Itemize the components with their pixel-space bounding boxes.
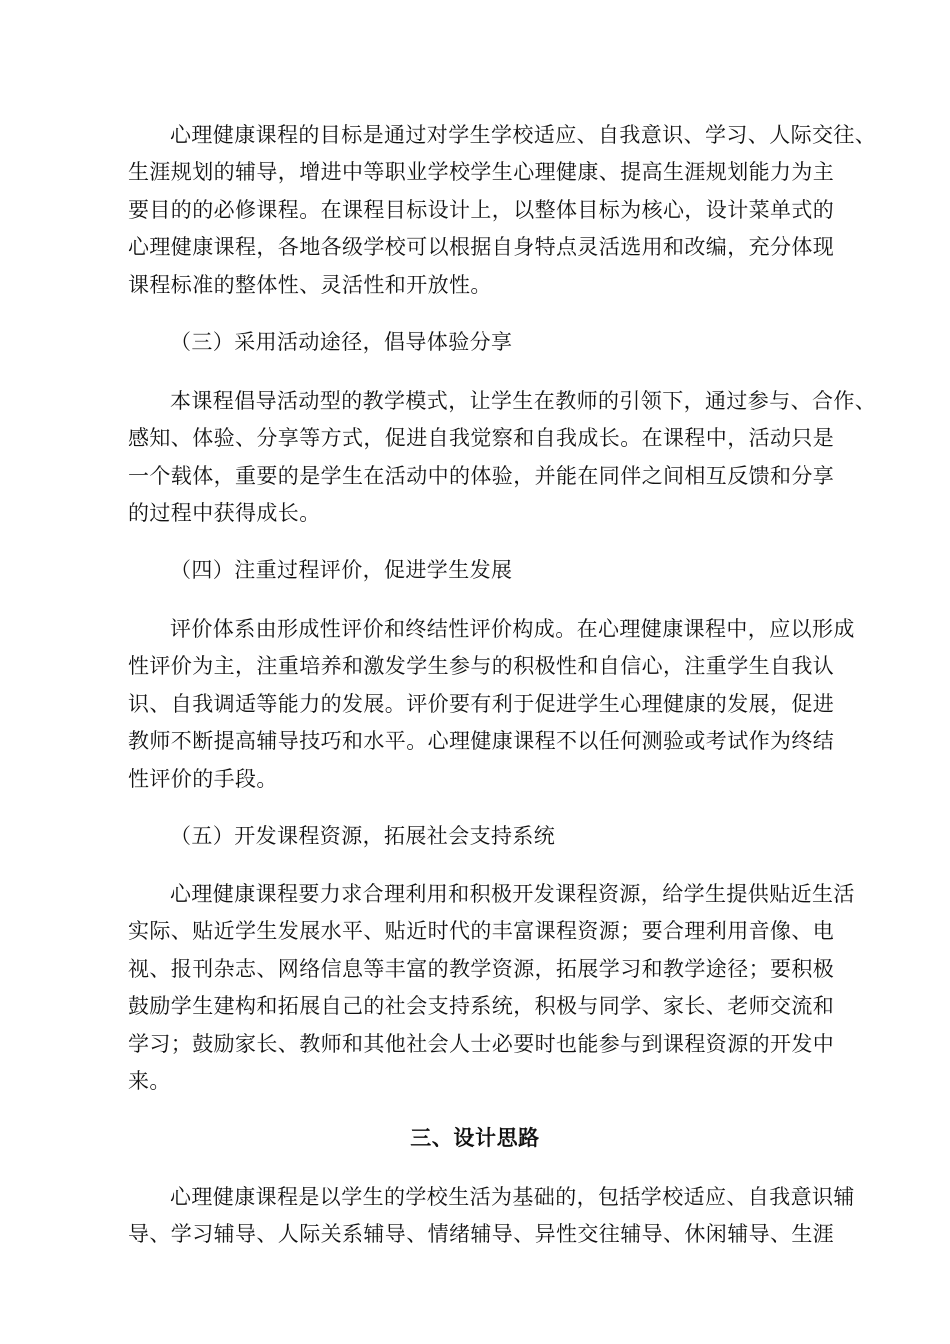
text-line: 导、学习辅导、人际关系辅导、情绪辅导、异性交往辅导、休闲辅导、生涯 <box>128 1222 835 1247</box>
text-line: 性评价的手段。 <box>128 766 278 791</box>
text-line: 识、自我调适等能力的发展。评价要有利于促进学生心理健康的发展，促进 <box>128 691 835 716</box>
text-line: 心理健康课程是以学生的学校生活为基础的，包括学校适应、自我意识辅 <box>170 1185 855 1209</box>
text-line: 学习；鼓励家长、教师和其他社会人士必要时也能参与到课程资源的开发中 <box>128 1031 835 1056</box>
paragraph-course-resources <box>128 876 855 1100</box>
section-title-design-ideas: 三、设计思路 <box>410 1125 540 1150</box>
subheading-course-resources: （五）开发课程资源，拓展社会支持系统 <box>170 824 556 848</box>
text-line: 一个载体，重要的是学生在活动中的体验，并能在同伴之间相互反馈和分享 <box>128 463 835 488</box>
text-line: 生涯规划的辅导，增进中等职业学校学生心理健康、提高生涯规划能力为主 <box>128 160 835 185</box>
text-line: 心理健康课程，各地各级学校可以根据自身特点灵活选用和改编，充分体现 <box>128 235 835 260</box>
subheading-process-evaluation: （四）注重过程评价，促进学生发展 <box>170 558 513 582</box>
paragraph-design-ideas <box>128 1179 855 1254</box>
paragraph-activity-approach <box>128 383 877 533</box>
paragraph-process-evaluation <box>128 611 855 798</box>
text-line: 教师不断提高辅导技巧和水平。心理健康课程不以任何测验或考试作为终结 <box>128 729 835 754</box>
text-line: 心理健康课程要力求合理利用和积极开发课程资源，给学生提供贴近生活 <box>170 882 855 906</box>
text-line: 视、报刊杂志、网络信息等丰富的教学资源，拓展学习和教学途径；要积极 <box>128 956 835 981</box>
text-line: 感知、体验、分享等方式，促进自我觉察和自我成长。在课程中，活动只是 <box>128 426 835 451</box>
text-line: 评价体系由形成性评价和终结性评价构成。在心理健康课程中，应以形成 <box>170 617 855 641</box>
text-line: 要目的的必修课程。在课程目标设计上，以整体目标为核心，设计菜单式的 <box>128 197 835 222</box>
text-line: 鼓励学生建构和拓展自己的社会支持系统，积极与同学、家长、老师交流和 <box>128 994 835 1019</box>
text-line: 本课程倡导活动型的教学模式，让学生在教师的引领下，通过参与、合作、 <box>170 389 877 413</box>
text-line: 心理健康课程的目标是通过对学生学校适应、自我意识、学习、人际交往、 <box>170 123 877 147</box>
text-line: 课程标准的整体性、灵活性和开放性。 <box>128 272 492 297</box>
paragraph-course-goals <box>128 117 877 304</box>
subheading-activity-approach: （三）采用活动途径，倡导体验分享 <box>170 330 513 354</box>
text-line: 的过程中获得成长。 <box>128 501 321 526</box>
text-line: 实际、贴近学生发展水平、贴近时代的丰富课程资源；要合理利用音像、电 <box>128 919 835 944</box>
text-line: 性评价为主，注重培养和激发学生参与的积极性和自信心，注重学生自我认 <box>128 654 835 679</box>
text-line: 来。 <box>128 1069 171 1094</box>
